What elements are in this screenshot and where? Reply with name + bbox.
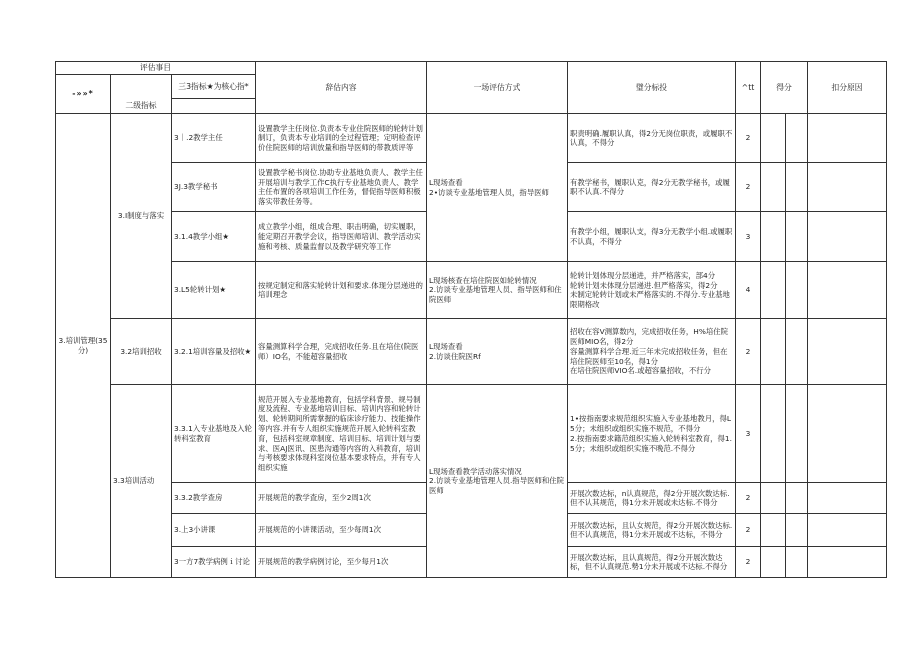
level3-item: 3.上3小讲课	[172, 514, 256, 547]
method-cell: L现场查看 2•访谈专业基地管理人员，指导医师	[427, 114, 568, 262]
level3-item: 3.L5轮转计划★	[172, 262, 256, 319]
header-level1: -»»*	[56, 75, 111, 114]
table-row	[56, 262, 887, 319]
deduction-reason-cell[interactable]	[808, 514, 887, 547]
standard-cell: 开展次数达标，n认真规范，得2分开展次数达标.但不认其规范，得1分未开展或未达标.不得分	[568, 483, 736, 514]
level3-item: 3.2.1培训容量及招收★	[172, 319, 256, 385]
score-cell: 4	[736, 262, 761, 319]
deduction-reason-cell[interactable]	[808, 385, 887, 483]
earned-score-cell[interactable]	[761, 319, 786, 385]
earned-score-cell[interactable]	[761, 514, 786, 547]
standard-cell: 开展次数达标，且认女规范，得2分开展次数达标.但不认真规范，得1分未开展或不达标，不得分	[568, 514, 736, 547]
level3-item: 3｜.2教学主任	[172, 114, 256, 163]
standard-cell: 1•按指南要求规范组织实施入专业基地教月，得L5分；未组织或组织实施不规范，不得分 2.按指南要求籍范组织实施入轮转科室教育，得1.5分；未组织或组织实施不晚范.不得分	[568, 385, 736, 483]
table-row	[56, 114, 887, 163]
earned-score-cell-2[interactable]	[786, 163, 808, 212]
level3-item: 3一方7教学病例ｉ讨论	[172, 547, 256, 578]
header-earned: 得分	[761, 62, 808, 114]
earned-score-cell[interactable]	[761, 163, 786, 212]
method-cell: L现场查看 2.访谈住院医Rf	[427, 319, 568, 385]
earned-score-cell-2[interactable]	[786, 262, 808, 319]
method-cell: L现场核查在培住院医如轮转情况 2.访谈专业基地管理人员、指导医师和住院医师	[427, 262, 568, 319]
standard-cell: 开展次数达标，且认真规范，得2分开展次数达标，但不认真规范.勢1分未开展或不达标.不得分	[568, 547, 736, 578]
header-reason: 扣分原因	[808, 62, 887, 114]
content-cell: 设置教学主任岗位.负责本专业住院医师的轮转计划制订，负责本专业培训的全过程管理；定明检查评价住院医师的培训放量和指导医师的带教质评等	[256, 114, 427, 163]
header-level2-spacer	[111, 75, 172, 99]
earned-score-cell-2[interactable]	[786, 114, 808, 163]
content-cell: 设置教学秘书岗位.协助专业基地负责人、教学主任开展培训与教学工作C执行专业基地负责人、教学主任布置的各项培训工作任务，督促指导医师积极落实带教任务等。	[256, 163, 427, 212]
header-score-short: ^tt	[736, 62, 761, 114]
header-eval-items: 评估事目	[56, 62, 256, 75]
content-cell: 成立教学小组，组成合理、职击明确，切实履职，能定期召开教学会议，指导医师培训、教学活动实施和考核、质量监督以及教学研究等工作	[256, 212, 427, 262]
deduction-reason-cell[interactable]	[808, 319, 887, 385]
level3-item: 3.3.1入专业基地及入轮转科室教育	[172, 385, 256, 483]
earned-score-cell[interactable]	[761, 212, 786, 262]
content-cell: 容量测算科学合理，完成招收任务.且在培住(院医师）IO名，不能超容量招收	[256, 319, 427, 385]
deduction-reason-cell[interactable]	[808, 212, 887, 262]
earned-score-cell-2[interactable]	[786, 547, 808, 578]
level3-item: 3J.3教学秘书	[172, 163, 256, 212]
level1-item: 3.培训管理(35分)	[56, 114, 111, 578]
content-cell: 开展规范的教学病例讨论，至少每月1次	[256, 547, 427, 578]
level2-group-system: 3.I制度与落实	[111, 114, 172, 319]
earned-score-cell[interactable]	[761, 262, 786, 319]
earned-score-cell[interactable]	[761, 114, 786, 163]
score-cell: 2	[736, 483, 761, 514]
content-cell: 规范开展入专业基地教育，包括学科背景、规号制度及流程、专业基地培训目标、培训内容和轮转计划、轮转期间所需掌握的临床诊疗能力、技能操作等内容.并有专人组织实施规范开展入轮转科室教育，包括科室规章制度、培训目标、培训计划与要求、医AJ医讯、医患沟通等内容的入科教育，培训与考核要求体现科室岗位基本要求特点，并有专人组织实施	[256, 385, 427, 483]
standard-cell: 有教学小组，履职认支，得3分无教学小组.或履职不认真，不得分	[568, 212, 736, 262]
standard-cell: 招收在容V测算数内，完成招收任务，H%培住院医师MIO名，得2分 容量测算科学合理.近三年未完成招收任务，但在培住院医师至10名，得1分 在培住院医师VIO名.或超容量招收，不行分	[568, 319, 736, 385]
header-level3: 三3指标★为核心指*	[172, 75, 256, 99]
level3-item: 3.3.2教学查房	[172, 483, 256, 514]
content-cell: 按规定制定和落实轮转计划和要求.体现分层递进的培训理念	[256, 262, 427, 319]
earned-score-cell-2[interactable]	[786, 212, 808, 262]
deduction-reason-cell[interactable]	[808, 114, 887, 163]
content-cell: 开展规范的小讲课活动，至少每周1次	[256, 514, 427, 547]
evaluation-table	[55, 61, 887, 578]
score-cell: 2	[736, 319, 761, 385]
score-cell: 3	[736, 212, 761, 262]
level2-group-activities: 3.3培训活动	[111, 385, 172, 578]
method-cell: L现场查看教学活动落实情况 2.访谈专业基地管理人员.指导医师和住院医师	[427, 385, 568, 578]
header-method: 一场评估方式	[427, 62, 568, 114]
deduction-reason-cell[interactable]	[808, 483, 887, 514]
deduction-reason-cell[interactable]	[808, 262, 887, 319]
deduction-reason-cell[interactable]	[808, 163, 887, 212]
header-level2: 二级指标	[111, 99, 172, 114]
earned-score-cell-2[interactable]	[786, 319, 808, 385]
score-cell: 3	[736, 385, 761, 483]
header-row-top	[56, 62, 887, 75]
table-row	[56, 319, 887, 385]
earned-score-cell-2[interactable]	[786, 483, 808, 514]
earned-score-cell-2[interactable]	[786, 385, 808, 483]
header-content: 辞估内容	[256, 62, 427, 114]
header-standard: 璧分标投	[568, 62, 736, 114]
standard-cell: 职责明确.履职认真，得2分无岗位职责，或履职不认真，不得分	[568, 114, 736, 163]
score-cell: 2	[736, 514, 761, 547]
earned-score-cell-2[interactable]	[786, 514, 808, 547]
earned-score-cell[interactable]	[761, 385, 786, 483]
table-row	[56, 385, 887, 483]
score-cell: 2	[736, 163, 761, 212]
earned-score-cell[interactable]	[761, 547, 786, 578]
standard-cell: 轮转计划体现分层递进，并严格落实，部4分 轮转计划未体现分层递进.但严格落实，得2分 未制定轮转计划或未严格落实的.不得分.专业基地限期格改	[568, 262, 736, 319]
score-cell: 2	[736, 547, 761, 578]
deduction-reason-cell[interactable]	[808, 547, 887, 578]
score-cell: 2	[736, 114, 761, 163]
header-level3-spacer	[172, 99, 256, 114]
level2-group-enrollment: 3.2培训招收	[111, 319, 172, 385]
level3-item: 3.1.4教学小组★	[172, 212, 256, 262]
content-cell: 开展规范的教学査房，至少2周1次	[256, 483, 427, 514]
earned-score-cell[interactable]	[761, 483, 786, 514]
standard-cell: 有教学秘书，履职认克，得2分无教学秘书，或履职不认真.不得分	[568, 163, 736, 212]
